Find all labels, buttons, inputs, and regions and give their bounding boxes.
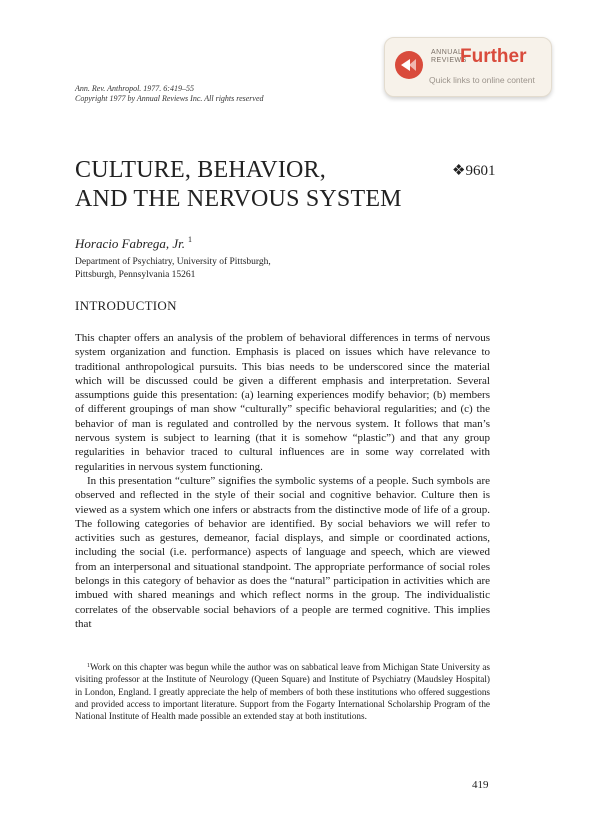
page-number: 419 <box>472 779 489 791</box>
further-badge[interactable] <box>384 37 552 97</box>
citation-line1: Ann. Rev. Anthropol. 1977. 6:419–55 <box>75 84 194 93</box>
badge-title: Further <box>460 46 527 67</box>
article-title <box>75 156 402 214</box>
body-text <box>75 331 490 631</box>
footnote <box>75 660 490 722</box>
badge-brand-line1: ANNUAL <box>431 49 463 56</box>
affiliation-line2: Pittsburgh, Pennsylvania 15261 <box>75 270 196 280</box>
citation <box>75 84 264 104</box>
badge-brand-line2: REVIEWS <box>431 57 467 64</box>
footnote-text: Work on this chapter was begun while the author was on sabbatical leave from Michigan State University as visiting professor at the Institute of Neurology (Queen Square) and Institute of Psychiatry (Maudsley Hospital) in London, England. I greatly appreciate the help of members of both these institutions who offered suggestions and provided access to important literature. Support from the Fogarty International Scholarship Program of the National Institute of Health made possible an extended stay at both institutions. <box>75 662 490 722</box>
author-footnote-mark: 1 <box>188 235 193 244</box>
author-name: Horacio Fabrega, Jr. <box>75 236 186 251</box>
title-line1: CULTURE, BEHAVIOR, <box>75 157 326 183</box>
title-line2: AND THE NERVOUS SYSTEM <box>75 186 402 212</box>
section-heading: INTRODUCTION <box>75 298 177 313</box>
citation-line2: Copyright 1977 by Annual Reviews Inc. All rights reserved <box>75 94 264 103</box>
article-number: ❖9601 <box>452 163 496 179</box>
annual-reviews-logo-icon <box>395 51 423 79</box>
affiliation-line1: Department of Psychiatry, University of Pittsburgh, <box>75 257 271 267</box>
footnote-mark: 1 <box>87 663 90 669</box>
badge-subtitle: Quick links to online content <box>429 75 535 85</box>
affiliation <box>75 256 271 282</box>
paragraph-2: In this presentation “culture” signifies the symbolic systems of a people. Such symbols are observed and reflected in the style of their social and cognitive behavior. Culture then is viewed as a system which one infers or abstracts from the distinctive mode of life of a group. The following categories of behavior are identified. By social behaviors we will refer to activities such as gestures, demeanor, facial displays, and simple or coordinated actions, including the social (i.e. performance) aspects of language and speech, which are viewed from an interpersonal and situational standpoint. The appropriate performance of social roles belongs in this category of behavior as does the “natural” participation in activities which are imbued with shared meanings and which reflect norms in the group. The individualistic correlates of the observable social behaviors of a people are termed cognitive. This implies that <box>75 474 490 630</box>
author <box>75 235 192 252</box>
paragraph-1: This chapter offers an analysis of the problem of behavioral differences in terms of nervous system organization and function. Emphasis is placed on issues which have relevance to traditional anthropological pursuits. This bias needs to be underscored since the material which will be discussed could be given a different emphasis and interpretation. Several assumptions guide this presentation: (a) learning experiences modify behavior; (b) members of different groupings of man show “culturally” specific behavioral regularities; and (c) the behavior of man is regulated and controlled by the nervous system. It follows that man’s nervous system is subject to learning (that it is somehow “plastic”) and that any group regularities in behavior traced to cultural influences are in some way correlated with regularities in nervous system functioning. <box>75 332 490 473</box>
